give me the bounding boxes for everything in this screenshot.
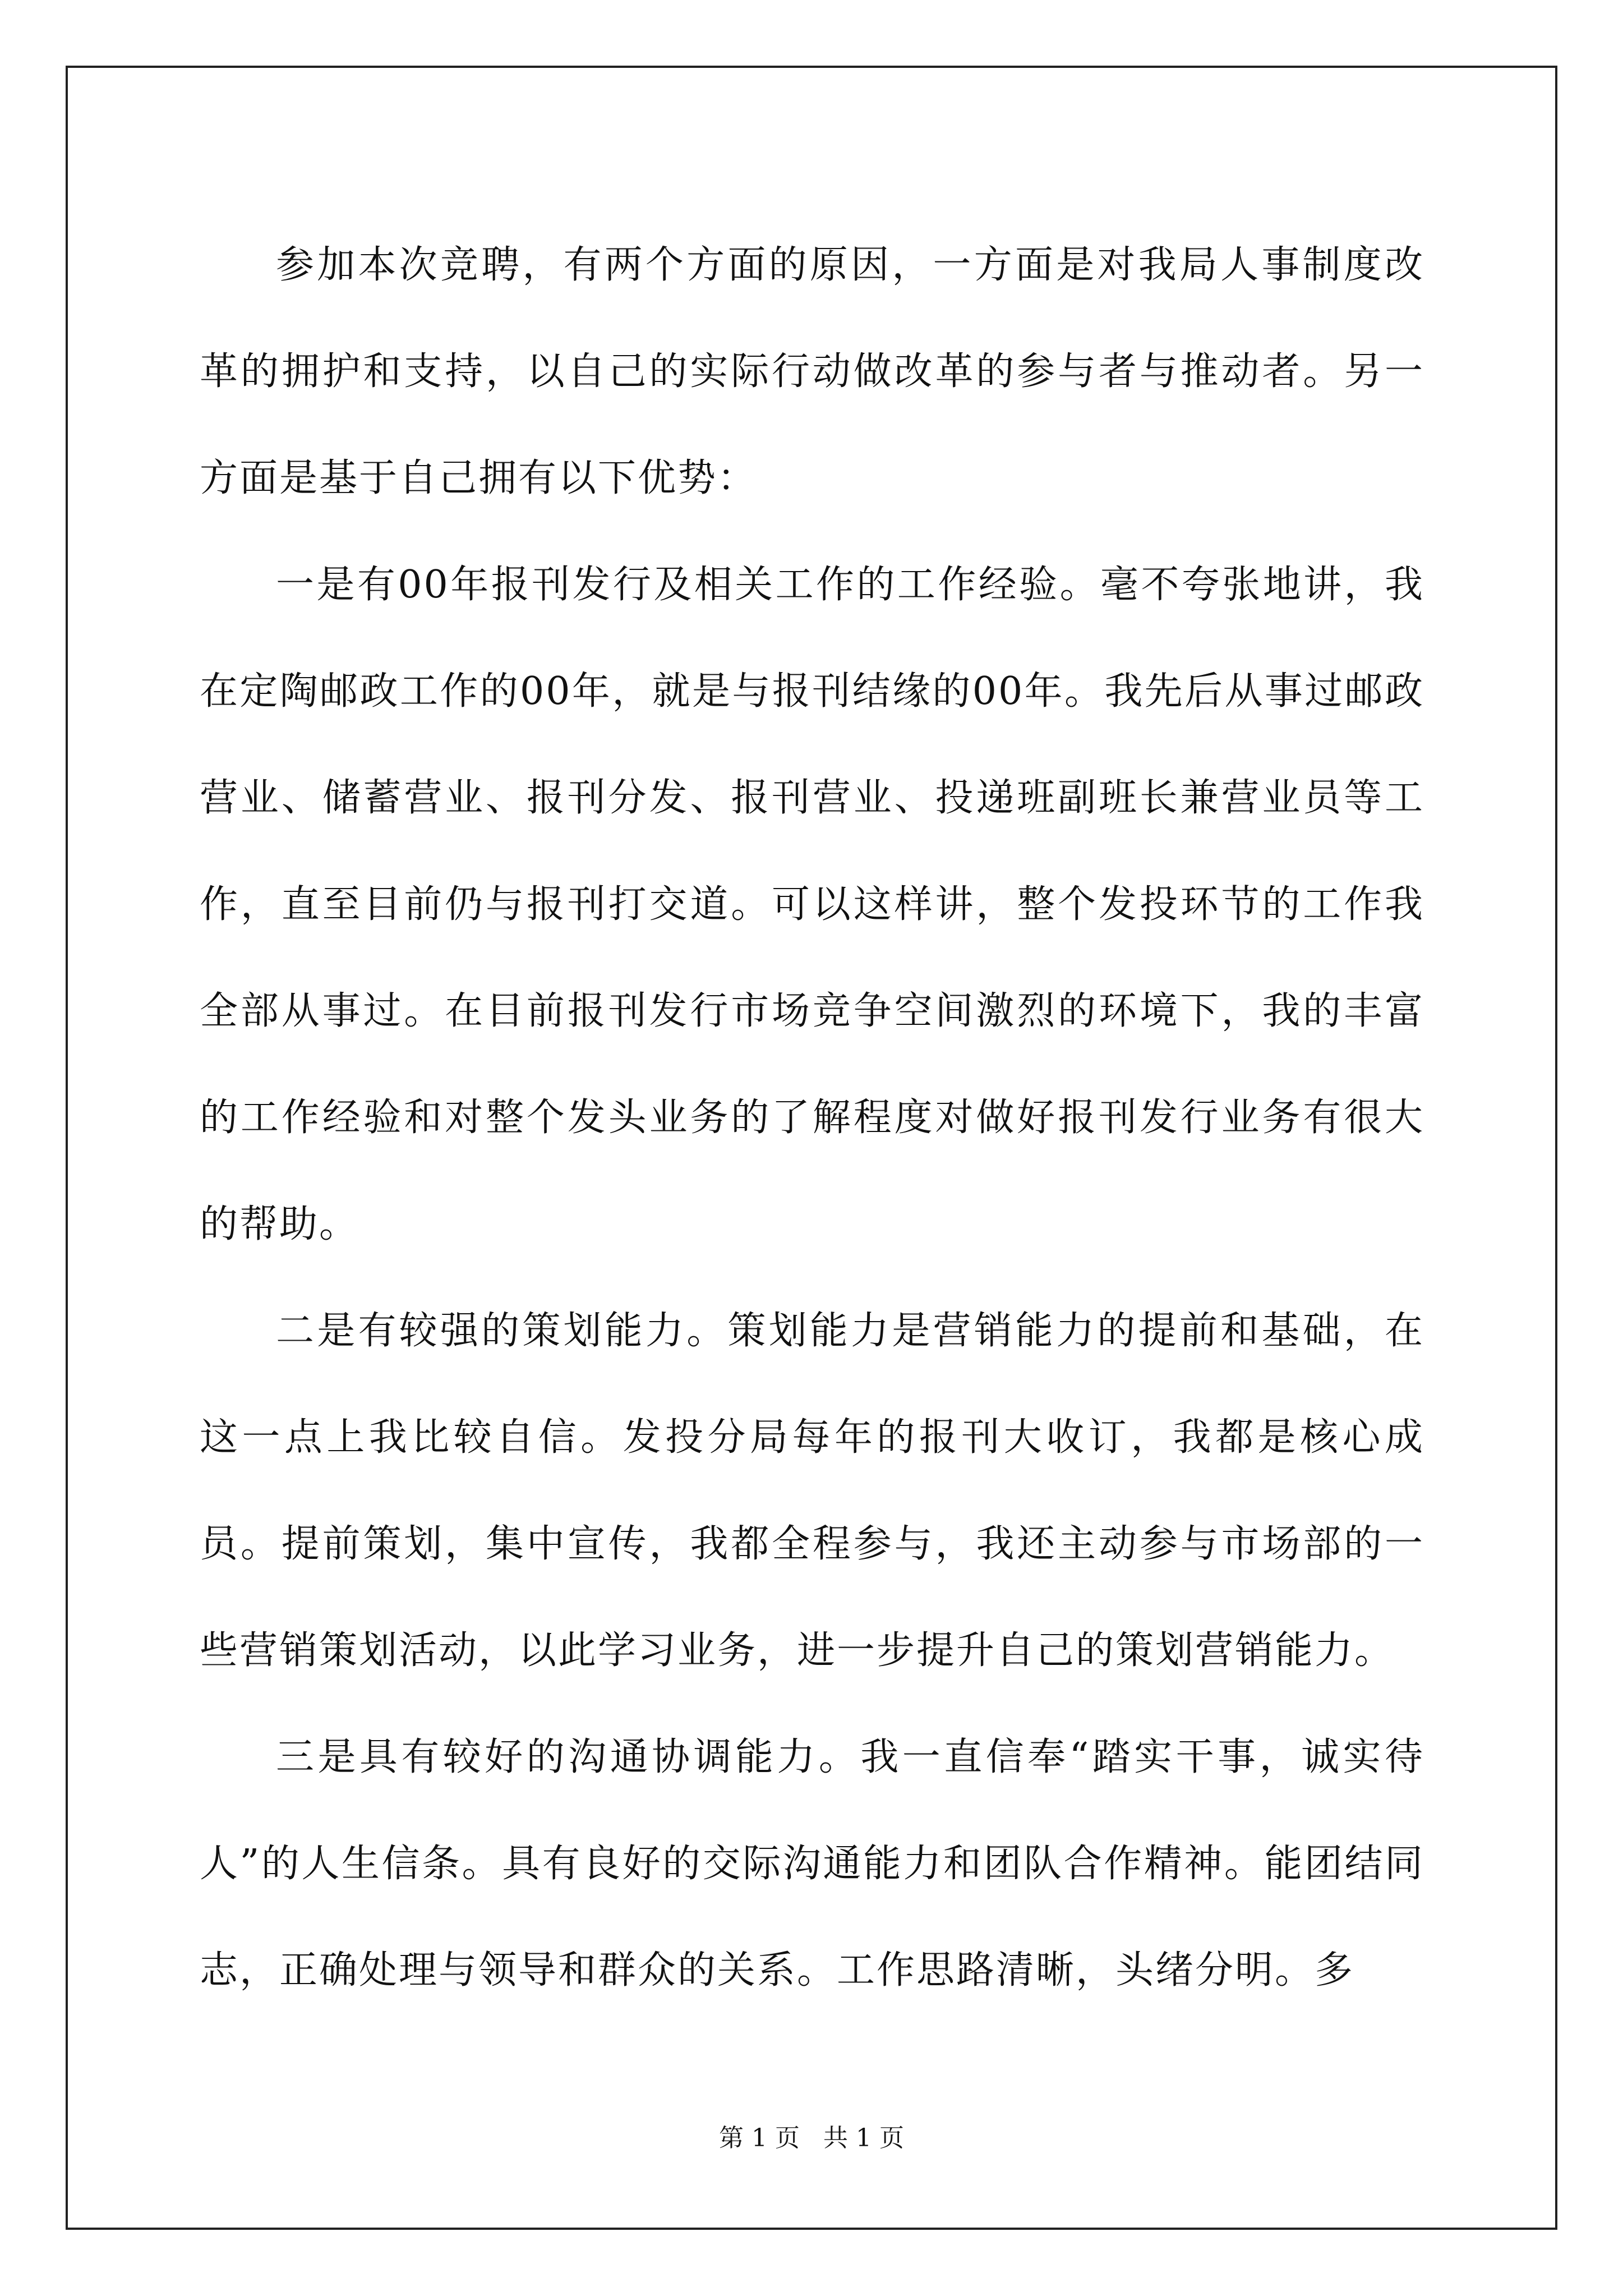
page-number-footer: 第 1 页 共 1 页 bbox=[719, 2124, 904, 2152]
paragraph-4: 三是具有较好的沟通协调能力。我一直信奉“踏实干事，诚实待人”的人生信条。具有良好的交际沟通能力和团队合作精神。能团结同志，正确处理与领导和群众的关系。工作思路清晰，头绪分明。多 bbox=[200, 1735, 1424, 1993]
paragraph-3: 二是有较强的策划能力。策划能力是营销能力的提前和基础，在这一点上我比较自信。发投分局每年的报刊大收订，我都是核心成员。提前策划，集中宣传，我都全程参与，我还主动参与市场部的一些营销策划活动，以此学习业务，进一步提升自己的策划营销能力。 bbox=[200, 1309, 1424, 1673]
paragraph-1: 参加本次竞聘，有两个方面的原因，一方面是对我局人事制度改革的拥护和支持，以自己的实际行动做改革的参与者与推动者。另一方面是基于自己拥有以下优势： bbox=[200, 243, 1424, 500]
paragraph-2: 一是有00年报刊发行及相关工作的工作经验。毫不夸张地讲，我在定陶邮政工作的00年，就是与报刊结缘的00年。我先后从事过邮政营业、储蓄营业、报刊分发、报刊营业、投递班副班长兼营业员等工作，直至目前仍与报刊打交道。可以这样讲，整个发投环节的工作我全部从事过。在目前报刊发行市场竞争空间激烈的环境下，我的丰富的工作经验和对整个发头业务的了解程度对做好报刊发行业务有很大的帮助。 bbox=[200, 563, 1424, 1246]
document-body bbox=[200, 212, 1424, 2024]
